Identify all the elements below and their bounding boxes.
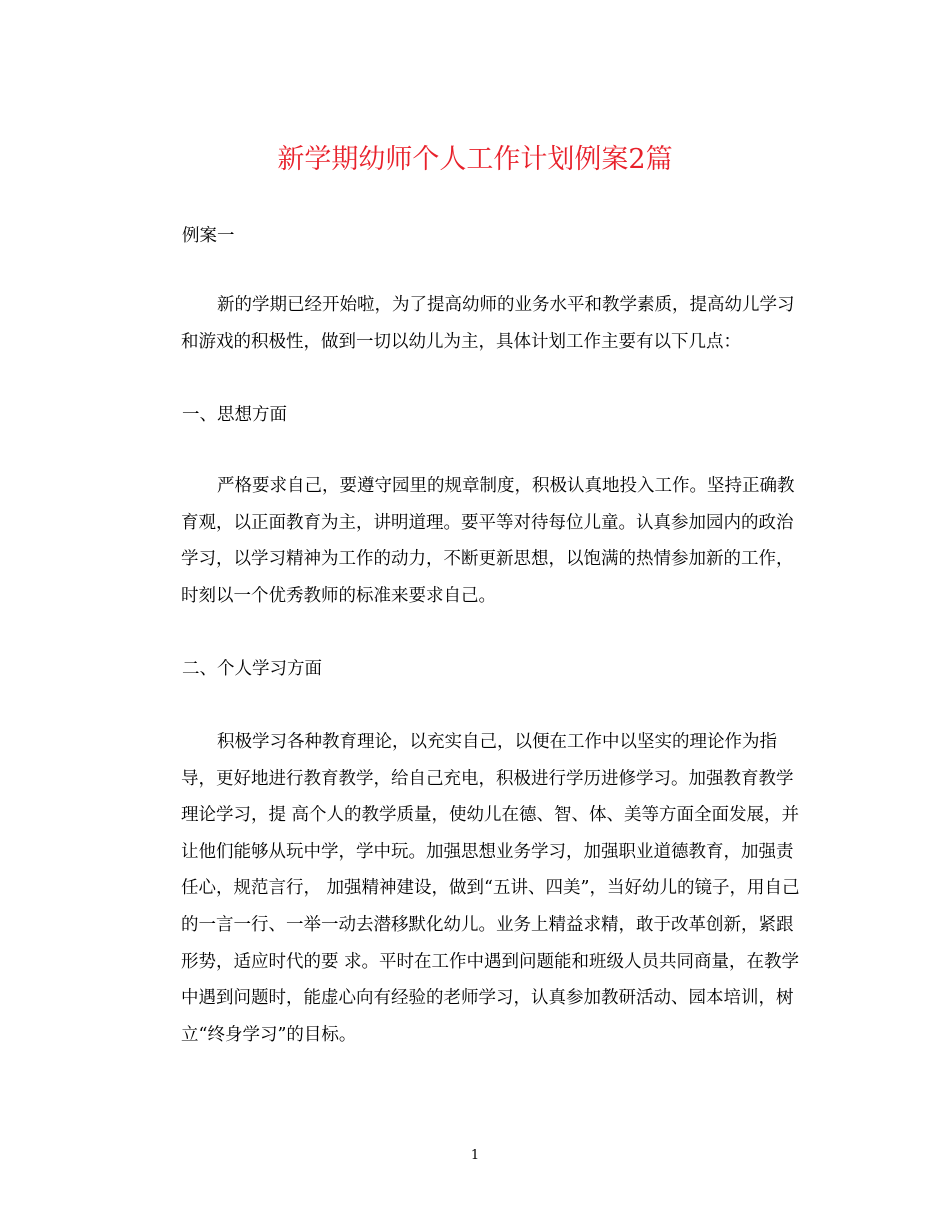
intro-paragraph bbox=[146, 287, 806, 360]
section-heading-thought: 一、思想方面 bbox=[182, 405, 287, 425]
paragraph-line: 新的学期已经开始啦，为了提高幼师的业务水平和教学素质，提高幼儿学习 bbox=[217, 295, 795, 315]
section-study-paragraph bbox=[146, 724, 806, 1053]
paragraph-line: 学习，以学习精神为工作的动力，不断更新思想，以饱满的热情参加新的工作， bbox=[181, 549, 794, 570]
paragraph-line: 导，更好地进行教育教学，给自己充电，积极进行学历进修学习。加强教育教学 bbox=[181, 768, 794, 789]
page-number: 1 bbox=[470, 1148, 480, 1163]
paragraph-line: 任心，规范言行， 加强精神建设，做到“五讲、四美”，当好幼儿的镜子，用自己 bbox=[181, 878, 800, 899]
paragraph-line: 中遇到问题时，能虚心向有经验的老师学习，认真参加教研活动、园本培训，树 bbox=[181, 988, 794, 1009]
paragraph-line: 让他们能够从玩中学，学中玩。加强思想业务学习，加强职业道德教育，加强责 bbox=[181, 841, 794, 862]
example-label: 例案一 bbox=[182, 226, 235, 246]
paragraph-line: 理论学习，提 高个人的教学质量，使幼儿在德、智、体、美等方面全面发展，并 bbox=[181, 805, 800, 826]
paragraph-line: 形势，适应时代的要 求。平时在工作中遇到问题能和班级人员共同商量，在教学 bbox=[181, 951, 800, 972]
paragraph-line: 育观，以正面教育为主，讲明道理。要平等对待每位儿童。认真参加园内的政治 bbox=[181, 512, 794, 533]
paragraph-line: 的一言一行、一举一动去潜移默化幼儿。业务上精益求精，敢于改革创新，紧跟 bbox=[181, 914, 794, 935]
paragraph-line: 立“终身学习”的目标。 bbox=[181, 1024, 357, 1045]
paragraph-line: 积极学习各种教育理论，以充实自己，以便在工作中以坚实的理论作为指 bbox=[217, 732, 777, 752]
paragraph-line: 时刻以一个优秀教师的标准来要求自己。 bbox=[181, 585, 496, 606]
section-heading-study: 二、个人学习方面 bbox=[182, 659, 322, 679]
document-title: 新学期幼师个人工作计划例案2篇 bbox=[277, 144, 673, 175]
paragraph-line: 和游戏的积极性，做到一切以幼儿为主，具体计划工作主要有以下几点： bbox=[181, 331, 741, 352]
section-thought-paragraph bbox=[146, 468, 806, 614]
paragraph-line: 严格要求自己，要遵守园里的规章制度，积极认真地投入工作。坚持正确教 bbox=[217, 476, 795, 496]
